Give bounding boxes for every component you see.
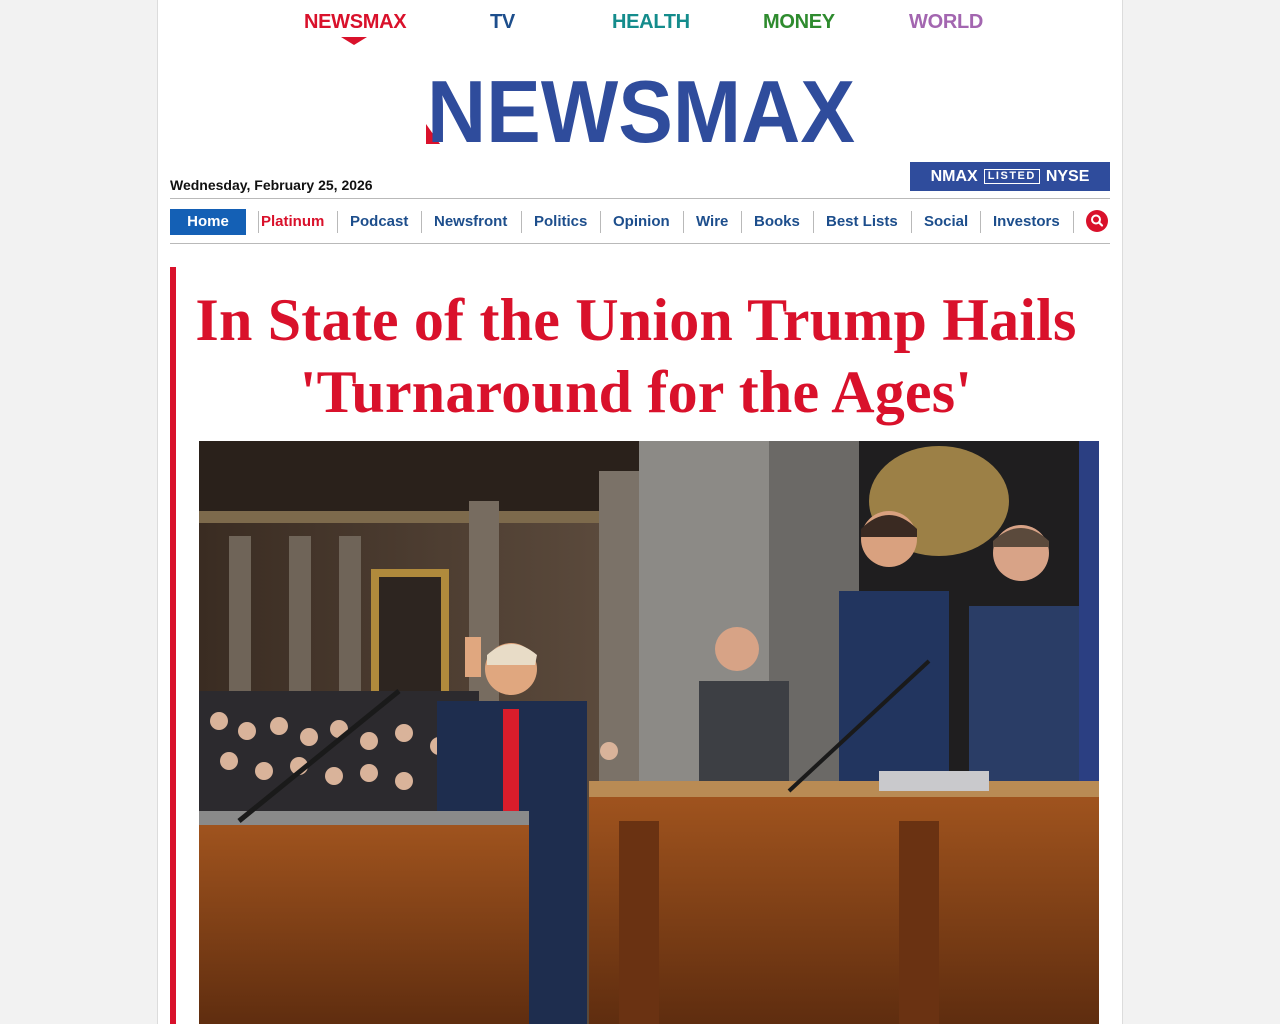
main-headline[interactable]	[182, 284, 1090, 428]
search-button[interactable]	[1086, 210, 1108, 232]
nav-separator	[521, 211, 522, 233]
logo-text: NEWSMAX	[427, 74, 855, 146]
nav-best-lists[interactable]: Best Lists	[826, 213, 898, 230]
brand-link-health[interactable]: HEALTH	[612, 11, 690, 33]
listed-label: LISTED	[984, 169, 1040, 184]
nav-separator	[1073, 211, 1074, 233]
active-caret-icon	[341, 37, 367, 45]
page	[157, 0, 1123, 1024]
nav-books[interactable]: Books	[754, 213, 800, 230]
nav-opinion[interactable]: Opinion	[613, 213, 670, 230]
nav-separator	[683, 211, 684, 233]
headline-line-1: In State of the Union Trump Hails	[195, 287, 1077, 353]
nav-separator	[337, 211, 338, 233]
search-icon	[1086, 210, 1108, 232]
newsmax-logo[interactable]	[426, 74, 856, 146]
nav-separator	[911, 211, 912, 233]
nav-separator	[421, 211, 422, 233]
brand-link-money[interactable]: MONEY	[763, 11, 835, 33]
brand-nav	[158, 0, 1123, 50]
nav-home[interactable]: Home	[170, 209, 246, 235]
brand-link-newsmax[interactable]: NEWSMAX	[304, 11, 407, 33]
nav-separator	[258, 211, 259, 233]
nyse-listed-badge[interactable]	[910, 162, 1110, 191]
nav-politics[interactable]: Politics	[534, 213, 588, 230]
newsmax-logo-mark	[426, 74, 856, 146]
nav-investors[interactable]: Investors	[993, 213, 1060, 230]
nav-separator	[600, 211, 601, 233]
nav-wire[interactable]: Wire	[696, 213, 729, 230]
current-date: Wednesday, February 25, 2026	[170, 177, 373, 193]
nav-separator	[813, 211, 814, 233]
nav-podcast[interactable]: Podcast	[350, 213, 409, 230]
main-nav	[170, 198, 1110, 244]
nav-separator	[741, 211, 742, 233]
ticker-label: NMAX	[930, 167, 978, 185]
brand-link-world[interactable]: WORLD	[909, 11, 984, 33]
nav-separator	[980, 211, 981, 233]
brand-link-tv[interactable]: TV	[490, 11, 515, 33]
headline-line-2: 'Turnaround for the Ages'	[299, 359, 973, 425]
nav-newsfront[interactable]: Newsfront	[434, 213, 508, 230]
headline-accent-bar	[170, 267, 176, 1024]
nav-social[interactable]: Social	[924, 213, 969, 230]
exchange-label: NYSE	[1045, 167, 1090, 185]
headline-photo[interactable]	[199, 441, 1099, 1024]
nav-platinum[interactable]: Platinum	[261, 213, 325, 230]
photo-illustration	[199, 441, 1099, 1024]
